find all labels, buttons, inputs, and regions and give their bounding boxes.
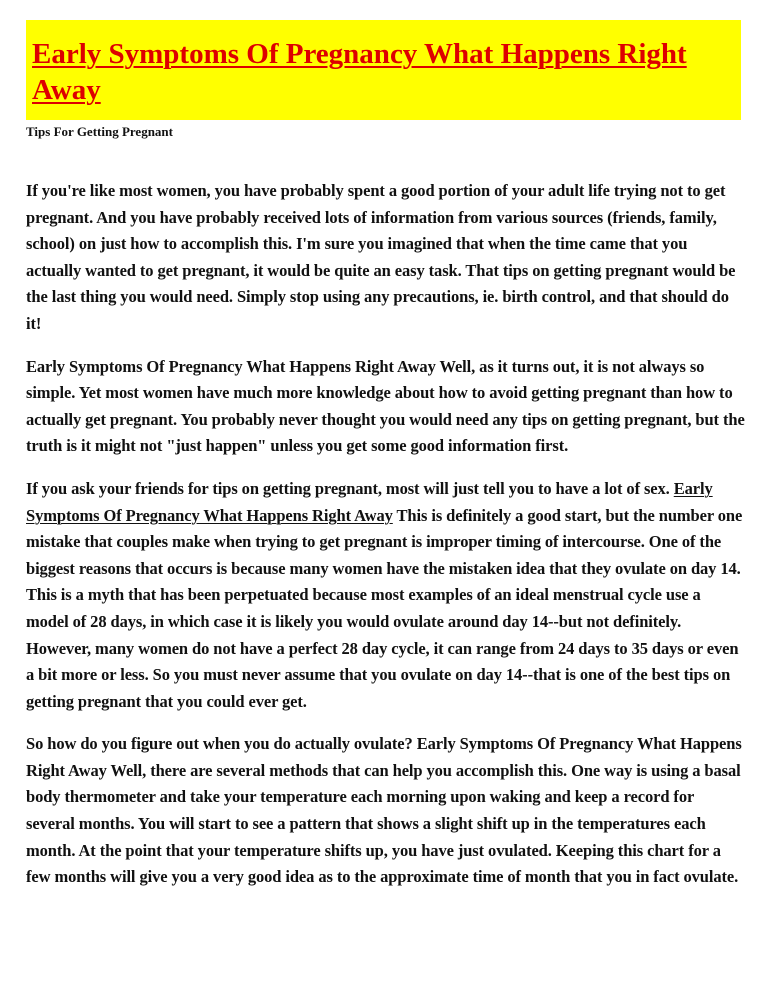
article-title-link[interactable]: Early Symptoms Of Pregnancy What Happens Right Away [26, 478, 713, 525]
paragraph-2: Early Symptoms Of Pregnancy What Happens Right Away Well, as it turns out, it is not always so simple. Yet most women have much more knowledge about how to avoid getting pregnant than how to actually get pregnant. You probably never thought you would need any tips on getting pregnant, but the truth is it might not "just happen" unless you get some good information first. [26, 356, 745, 456]
page-subtitle: Tips For Getting Pregnant [26, 124, 173, 139]
article-body [26, 178, 746, 907]
paragraph-4: So how do you figure out when you do actually ovulate? Early Symptoms Of Pregnancy What Happens Right Away Well, there are several methods that can help you accomplish this. One way is using a basal body thermometer and take your temperature each morning upon waking and keep a record for several months. You will start to see a pattern that shows a slight shift up in the temperatures each month. At the point that your temperature shifts up, you have just ovulated. Keeping this chart for a few months will give you a very good idea as to the approximate time of month that you in fact ovulate. [26, 734, 742, 887]
title-banner [26, 20, 741, 120]
paragraph-3-intro: If you ask your friends for tips on getting pregnant, most will just tell you to have a lot of sex. [26, 478, 674, 498]
page-title: Early Symptoms Of Pregnancy What Happens Right Away [32, 38, 687, 106]
paragraph-1: If you're like most women, you have probably spent a good portion of your adult life trying not to get pregnant. And you have probably received lots of information from various sources (friends, family, school) on just how to accomplish this. I'm sure you imagined that when the time came that you actually wanted to get pregnant, it would be quite an easy task. That tips on getting pregnant would be the last thing you would need. Simply stop using any precautions, ie. birth control, and that should do it! [26, 181, 736, 333]
paragraph-3-rest: This is definitely a good start, but the number one mistake that couples make when trying to get pregnant is improper timing of intercourse. One of the biggest reasons that occurs is because many women have the mistaken idea that they ovulate on day 14. This is a myth that has been perpetuated because most examples of an ideal menstrual cycle use a model of 28 days, in which case it is likely you would ovulate around day 14--but not definitely. However, many women do not have a perfect 28 day cycle, it can range from 24 days to 35 days or even a bit more or less. So you must never assume that you ovulate on day 14--that is one of the best tips on getting pregnant that you could ever get. [26, 505, 743, 711]
paragraph-3 [26, 476, 746, 715]
